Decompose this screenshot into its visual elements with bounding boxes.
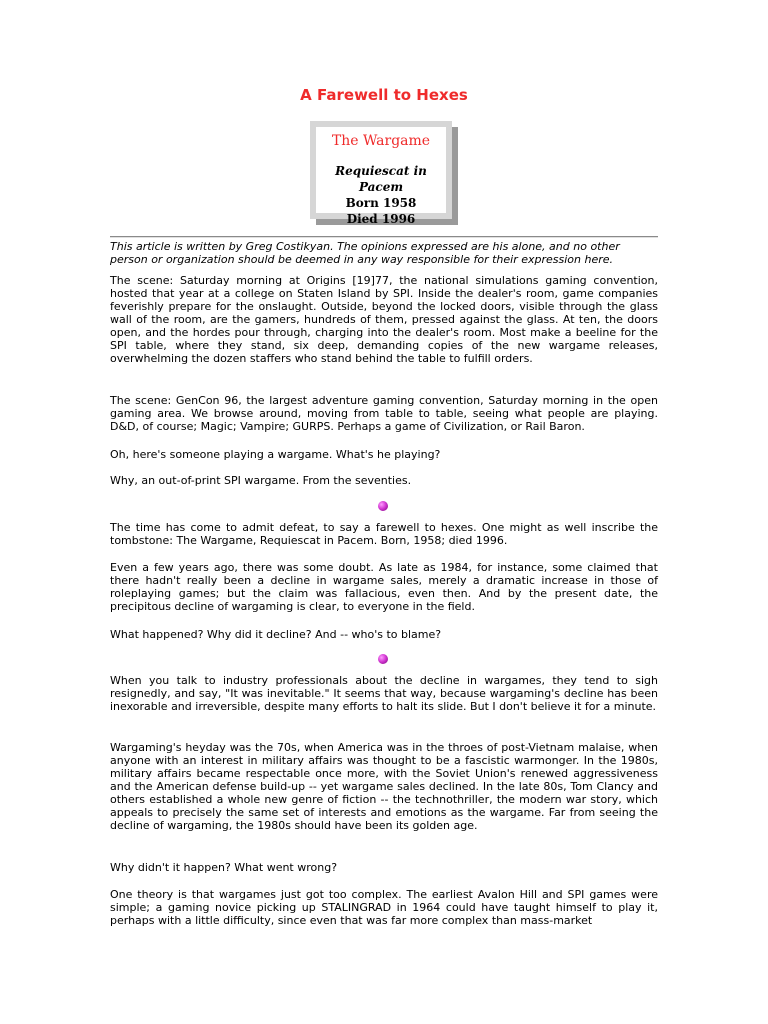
tombstone-graphic bbox=[310, 121, 458, 225]
paragraph: One theory is that wargames just got too complex. The earliest Avalon Hill and SPI games were simple; a gaming novice picking up STALINGRAD in 1964 could have taught himself to play it, perhaps with a little difficulty, since even that was far more complex than mass-market bbox=[110, 888, 658, 927]
paragraph: Why, an out-of-print SPI wargame. From the seventies. bbox=[110, 474, 412, 487]
tombstone-epitaph: Requiescat in Pacem bbox=[335, 164, 427, 194]
paragraph: Even a few years ago, there was some doubt. As late as 1984, for instance, some claimed that there hadn't really been a decline in wargame sales, merely a dramatic increase in those of roleplaying games; but the claim was fallacious, even then. And by the present date, the precipitous decline of wargaming is clear, to everyone in the field. bbox=[110, 561, 658, 613]
article-title: A Farewell to Hexes bbox=[300, 86, 468, 104]
tombstone-heading: The Wargame bbox=[331, 133, 431, 149]
tombstone-died: Died 1996 bbox=[346, 212, 416, 226]
paragraph: The scene: Saturday morning at Origins [19]77, the national simulations gaming convention, hosted that year at a college on Staten Island by SPI. Inside the dealer's room, game companies feverishly prepare for the onslaught. Outside, beyond the locked doors, visible through the glass wall of the room, are the gamers, hundreds of them, pressed against the glass. At ten, the doors open, and the hordes pour through, charging into the dealer's room. Most make a beeline for the SPI table, where they stand, six deep, demanding copies of the new wargame releases, overwhelming the dozen staffers who stand behind the table to fulfill orders. bbox=[110, 274, 658, 365]
author-disclaimer: This article is written by Greg Costikyan. The opinions expressed are his alone, and no other person or organization should be deemed in any way responsible for their expression here. bbox=[110, 240, 620, 266]
paragraph: What happened? Why did it decline? And -- who's to blame? bbox=[110, 628, 442, 641]
section-divider-bullet-icon bbox=[378, 501, 388, 511]
tombstone-panel bbox=[316, 127, 446, 226]
paragraph: The time has come to admit defeat, to say a farewell to hexes. One might as well inscribe the tombstone: The Wargame, Requiescat in Pacem. Born, 1958; died 1996. bbox=[110, 521, 658, 547]
section-divider-bullet-icon bbox=[378, 654, 388, 664]
paragraph: When you talk to industry professionals about the decline in wargames, they tend to sigh resignedly, and say, "It was inevitable." It seems that way, because wargaming's decline has been inexorable and irreversible, despite many efforts to halt its slide. But I don't believe it for a minute. bbox=[110, 674, 658, 713]
paragraph: Oh, here's someone playing a wargame. What's he playing? bbox=[110, 448, 441, 461]
paragraph: Why didn't it happen? What went wrong? bbox=[110, 861, 338, 874]
tombstone-born: Born 1958 bbox=[345, 196, 417, 210]
horizontal-rule bbox=[110, 236, 658, 238]
tombstone-frame bbox=[310, 121, 452, 226]
paragraph: Wargaming's heyday was the 70s, when America was in the throes of post-Vietnam malaise, when anyone with an interest in military affairs was thought to be a fascistic warmonger. In the 1980s, military affairs became respectable once more, with the Soviet Union's renewed aggressiveness and the American defense build-up -- yet wargame sales declined. In the late 80s, Tom Clancy and others established a whole new genre of fiction -- the technothriller, the modern war story, which appeals to precisely the same set of interests and emotions as the wargame. Far from seeing the decline of wargaming, the 1980s should have been its golden age. bbox=[110, 741, 658, 832]
paragraph: The scene: GenCon 96, the largest adventure gaming convention, Saturday morning in the open gaming area. We browse around, moving from table to table, seeing what people are playing. D&D, of course; Magic; Vampire; GURPS. Perhaps a game of Civilization, or Rail Baron. bbox=[110, 394, 658, 433]
